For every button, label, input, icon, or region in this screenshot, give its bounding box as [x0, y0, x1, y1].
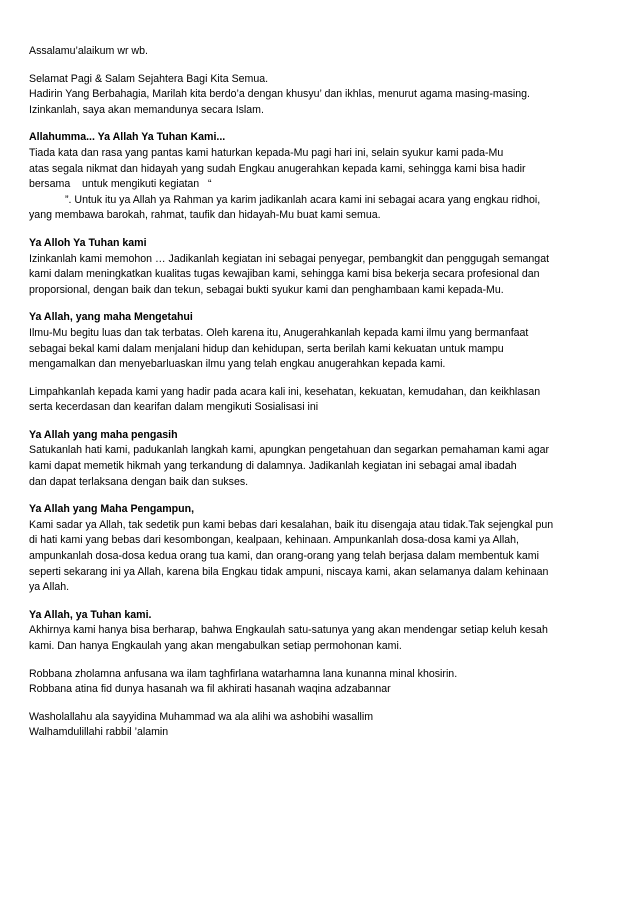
section-heading: Ya Allah yang Maha Pengampun,	[29, 503, 195, 516]
section-tuhan-kami	[29, 608, 609, 655]
greeting-paragraph	[29, 44, 609, 60]
body-line: Robbana atina fid dunya hasanah wa fil akhirati hasanah waqina adzabannar	[29, 683, 391, 696]
closing-paragraph	[29, 710, 609, 741]
body-line: bersama untuk mengikuti kegiatan “	[29, 178, 212, 191]
section-heading: Ya Allah yang maha pengasih	[29, 428, 178, 441]
intro-line: Hadirin Yang Berbahagia, Marilah kita berdo’a dengan khusyu’ dan ikhlas, menurut agama masing-masing.	[29, 88, 530, 101]
body-line: ya Allah.	[29, 581, 70, 594]
body-line: atas segala nikmat dan hidayah yang sudah Engkau anugerahkan kepada kami, sehingga kami bisa hadir	[29, 162, 526, 175]
body-line: dan dapat terlaksana dengan baik dan sukses.	[29, 475, 249, 488]
body-line: di hati kami yang bebas dari kesombongan, kealpaan, kehinaan. Ampunkanlah dosa-dosa kami ya Allah,	[29, 534, 519, 547]
section-heading: Ya Alloh Ya Tuhan kami	[29, 236, 147, 249]
section-ya-alloh	[29, 236, 609, 298]
body-line: seperti sekarang ini ya Allah, karena bila Engkau tidak ampuni, niscaya kami, akan selamanya dalam kehinaan	[29, 565, 549, 578]
body-line: proporsional, dengan baik dan tekun, sebagai bukti syukur kami dan penghambaan kami kepada-Mu.	[29, 283, 504, 296]
body-line: kami dalam meningkatkan kualitas tugas kewajiban kami, sehingga kami bisa bekerja secara profesional dan	[29, 268, 540, 281]
body-line: ampunkanlah dosa-dosa kedua orang tua kami, dan orang-orang yang telah berjasa dalam membentuk kami	[29, 550, 539, 563]
closing-line: Washolallahu ala sayyidina Muhammad wa ala alihi wa ashobihi wasallim	[29, 710, 374, 723]
closing-line: Walhamdulillahi rabbil ’alamin	[29, 726, 169, 739]
body-line: Tiada kata dan rasa yang pantas kami haturkan kepada-Mu pagi hari ini, selain syukur kami pada-Mu	[29, 146, 504, 159]
section-allahumma	[29, 130, 609, 224]
intro-paragraph	[29, 72, 609, 119]
body-line: Satukanlah hati kami, padukanlah langkah kami, apungkan pengetahuan dan segarkan pemahaman kami agar	[29, 444, 550, 457]
body-line: Limpahkanlah kepada kami yang hadir pada acara kali ini, kesehatan, kekuatan, kemudahan, dan keikhlasan	[29, 385, 541, 398]
body-line: mengamalkan dan menyebarluaskan ilmu yang telah engkau anugerahkan kepada kami.	[29, 358, 446, 371]
section-heading: Ya Allah, ya Tuhan kami.	[29, 608, 152, 621]
limpahkanlah-paragraph	[29, 385, 609, 416]
body-line: ”. Untuk itu ya Allah ya Rahman ya karim jadikanlah acara kami ini sebagai acara yang engkau ridhoi,	[65, 193, 541, 206]
body-line: Izinkanlah kami memohon … Jadikanlah kegiatan ini sebagai penyegar, pembangkit dan penggugah semangat	[29, 252, 550, 265]
robbana-paragraph	[29, 667, 609, 698]
body-line: kami. Dan hanya Engkaulah yang akan mengabulkan setiap permohonan kami.	[29, 640, 402, 652]
intro-line: Selamat Pagi & Salam Sejahtera Bagi Kita Semua.	[29, 72, 269, 85]
body-line: yang membawa barokah, rahmat, taufik dan hidayah-Mu buat kami semua.	[29, 209, 381, 222]
greeting-text: Assalamu’alaikum wr wb.	[29, 45, 148, 57]
body-line: kami dapat memetik hikmah yang terkandung di dalamnya. Jadikanlah kegiatan ini sebagai amal ibadah	[29, 460, 517, 473]
intro-line: Izinkanlah, saya akan memandunya secara Islam.	[29, 103, 264, 116]
body-line: serta kecerdasan dan kearifan dalam mengikuti Sosialisasi ini	[29, 401, 319, 414]
section-heading: Ya Allah, yang maha Mengetahui	[29, 311, 193, 324]
section-maha-pengampun	[29, 502, 609, 596]
body-line: Robbana zholamna anfusana wa ilam taghfirlana watarhamna lana kunanna minal khosirin.	[29, 667, 458, 680]
body-line: Akhirnya kami hanya bisa berharap, bahwa Engkaulah satu-satunya yang akan mendengar setiap keluh kesah	[29, 624, 548, 637]
section-maha-mengetahui	[29, 310, 609, 372]
body-line: sebagai bekal kami dalam menjalani hidup dan kehidupan, serta berilah kami kekuatan untuk mampu	[29, 342, 504, 355]
section-maha-pengasih	[29, 428, 609, 490]
body-line: Kami sadar ya Allah, tak sedetik pun kami bebas dari kesalahan, baik itu disengaja atau tidak.Tak sejengkal pun	[29, 518, 554, 531]
document-page	[29, 44, 609, 753]
section-heading: Allahumma... Ya Allah Ya Tuhan Kami...	[29, 131, 226, 144]
body-line: Ilmu-Mu begitu luas dan tak terbatas. Oleh karena itu, Anugerahkanlah kepada kami ilmu yang bermanfaat	[29, 326, 529, 339]
